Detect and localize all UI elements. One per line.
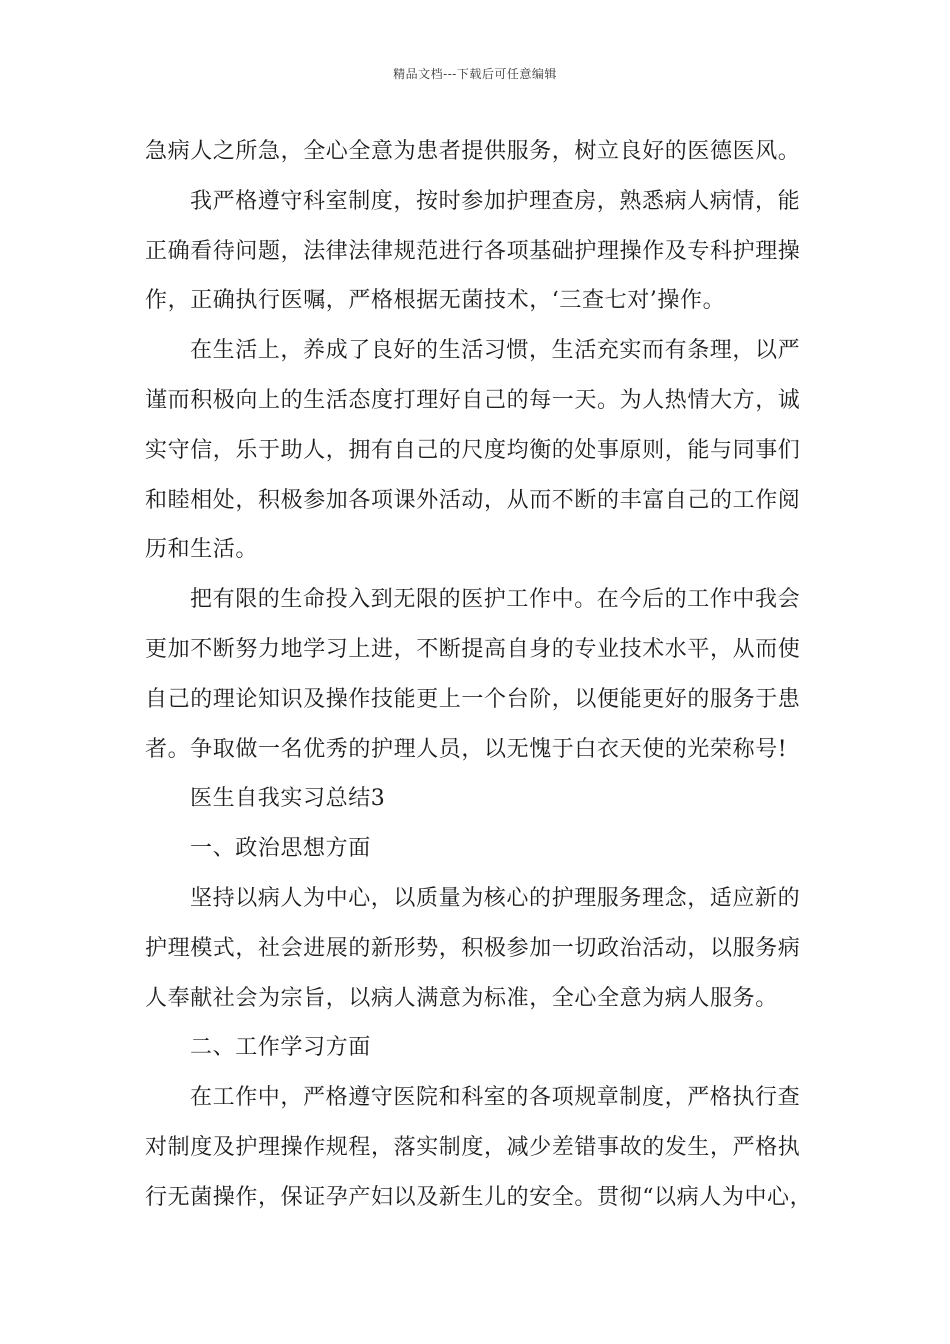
text-line: 坚持以病人为中心，以质量为核心的护理服务理念，适应新的 — [190, 885, 801, 911]
section-heading: 二、工作学习方面 — [190, 1035, 371, 1061]
text-line: 人奉献社会为宗旨，以病人满意为标准，全心全意为病人服务。 — [145, 985, 778, 1011]
text-line: 我严格遵守科室制度，按时参加护理查房，熟悉病人病情，能 — [190, 188, 801, 214]
text-line: 护理模式，社会进展的新形势，积极参加一切政治活动，以服务病 — [145, 935, 801, 961]
section-heading: 一、政治思想方面 — [190, 836, 371, 862]
text-line: 谨而积极向上的生活态度打理好自己的每一天。为人热情大方，诚 — [145, 387, 801, 413]
text-line: 实守信，乐于助人，拥有自己的尺度均衡的处事原则，能与同事们 — [145, 437, 801, 463]
text-line: 行无菌操作，保证孕产妇以及新生儿的安全。贯彻“以病人为中心， — [145, 1184, 813, 1210]
document-body — [145, 127, 813, 1223]
section-heading: 医生自我实习总结3 — [190, 786, 386, 812]
page-header: 精品文档---下载后可任意编辑 — [393, 67, 557, 81]
text-line: 对制度及护理操作规程，落实制度，减少差错事故的发生，严格执 — [145, 1134, 801, 1160]
text-line: 者。争取做一名优秀的护理人员，以无愧于白衣天使的光荣称号! — [145, 736, 788, 762]
text-line: 在工作中，严格遵守医院和科室的各项规章制度，严格执行查 — [190, 1085, 801, 1111]
text-line: 在生活上，养成了良好的生活习惯，生活充实而有条理，以严 — [190, 338, 801, 364]
text-line: 正确看待问题，法律法律规范进行各项基础护理操作及专科护理操 — [145, 238, 801, 264]
text-line: 作，正确执行医嘱，严格根据无菌技术，‘三查七对’操作。 — [145, 288, 726, 314]
text-line: 自己的理论知识及操作技能更上一个台阶，以便能更好的服务于患 — [145, 686, 801, 712]
text-line: 历和生活。 — [145, 537, 259, 563]
text-line: 把有限的生命投入到无限的医护工作中。在今后的工作中我会 — [190, 587, 801, 613]
text-line: 更加不断努力地学习上进，不断提高自身的专业技术水平，从而使 — [145, 636, 801, 662]
text-line: 和睦相处，积极参加各项课外活动，从而不断的丰富自己的工作阅 — [145, 487, 801, 513]
text-line: 急病人之所急，全心全意为患者提供服务，树立良好的医德医风。 — [145, 139, 801, 164]
